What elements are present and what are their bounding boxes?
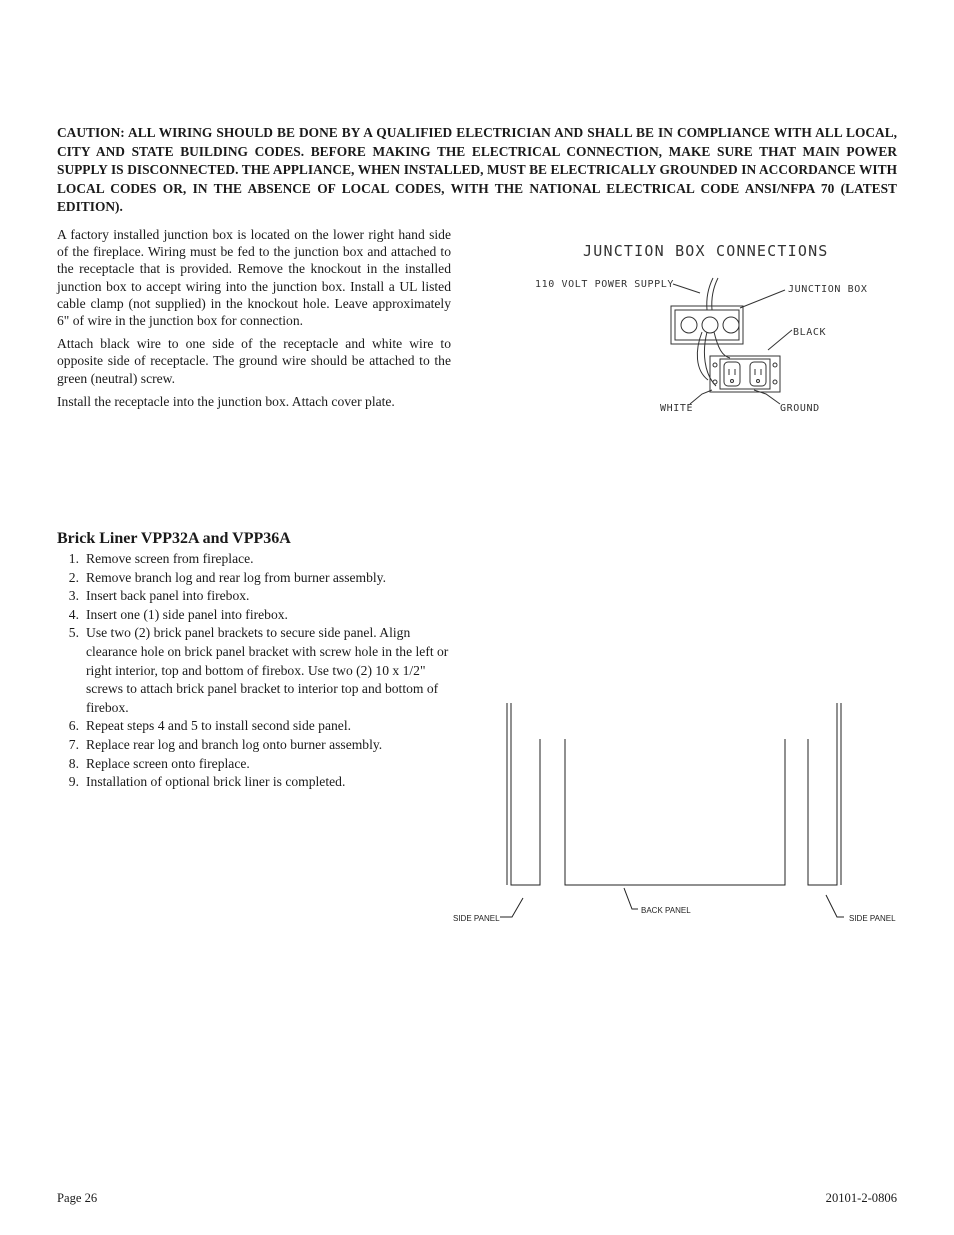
junction-diagram-title: JUNCTION BOX CONNECTIONS — [583, 242, 829, 260]
step-text: Repeat steps 4 and 5 to install second side panel. — [86, 718, 352, 734]
step-item — [57, 717, 457, 736]
junction-box-instructions — [57, 226, 451, 416]
step-item — [57, 624, 457, 717]
step-item — [57, 587, 457, 606]
step-item — [57, 606, 457, 625]
step-text: Installation of optional brick liner is completed. — [86, 774, 346, 790]
step-text: Use two (2) brick panel brackets to secure side panel. Align clearance hole on brick panel bracket with screw hole in the left or right interior, top and bottom of firebox. Use two (2) 10 x 1/2" screws to attach brick panel bracket to interior top and bottom of firebox. — [86, 625, 449, 715]
step-text: Remove branch log and rear log from burner assembly. — [86, 569, 386, 585]
step-text: Insert back panel into firebox. — [86, 588, 250, 604]
step-item — [57, 773, 457, 792]
intro-paragraph-1: A factory installed junction box is located on the lower right hand side of the fireplace. Wiring must be fed to the junction box and attached to the receptacle that is provided. Remove the knockout in the installed junction box to accept wiring into the junction box. Install a UL listed cable clamp (not supplied) in the knockout hole. Leave approximately 6" of wire in the junction box for connection. — [57, 227, 451, 329]
step-item — [57, 550, 457, 569]
label-junction-box: JUNCTION BOX — [788, 284, 868, 295]
step-text: Remove screen from fireplace. — [86, 551, 254, 566]
label-side-panel-right: SIDE PANEL — [849, 914, 896, 923]
brick-liner-title: Brick Liner VPP32A and VPP36A — [57, 530, 291, 547]
step-number: 1. — [68, 551, 79, 566]
step-number: 3. — [68, 588, 79, 604]
label-back-panel: BACK PANEL — [641, 906, 691, 915]
label-white: WHITE — [660, 403, 694, 414]
page-number: Page 26 — [57, 1191, 98, 1205]
intro-paragraph-3: Install the receptacle into the junction box. Attach cover plate. — [57, 393, 395, 409]
step-number: 6. — [68, 718, 79, 734]
caution-notice: CAUTION: ALL WIRING SHOULD BE DONE BY A QUALIFIED ELECTRICIAN AND SHALL BE IN COMPLIANCE WITH ALL LOCAL, CITY AND STATE BUILDING CODES. BEFORE MAKING THE ELECTRICAL CONNECTION, MAKE SURE THAT MAIN POWER SUPPLY IS DISCONNECTED. THE APPLIANCE, WHEN INSTALLED, MUST BE ELECTRICALLY GROUNDED IN ACCORDANCE WITH LOCAL CODES OR, IN THE ABSENCE OF LOCAL CODES, WITH THE NATIONAL ELECTRICAL CODE ANSI/NFPA 70 (LATEST EDITION). — [57, 125, 897, 215]
intro-paragraph-2: Attach black wire to one side of the receptacle and white wire to opposite side of receptacle. The ground wire should be attached to the green (neutral) screw. — [57, 336, 451, 386]
step-text: Replace rear log and branch log onto burner assembly. — [86, 736, 383, 752]
step-item — [57, 569, 457, 588]
step-number: 5. — [68, 625, 79, 641]
step-number: 9. — [68, 774, 79, 790]
step-number: 8. — [68, 755, 79, 771]
step-item — [57, 755, 457, 774]
brick-panel-diagram — [440, 695, 910, 935]
step-number: 2. — [68, 569, 79, 585]
label-side-panel-left: SIDE PANEL — [453, 914, 500, 923]
brick-liner-steps — [57, 550, 457, 792]
document-number: 20101-2-0806 — [825, 1191, 897, 1205]
step-item — [57, 736, 457, 755]
label-power-supply: 110 VOLT POWER SUPPLY — [535, 279, 675, 290]
step-text: Insert one (1) side panel into firebox. — [86, 606, 288, 622]
step-number: 4. — [68, 606, 79, 622]
label-black: BLACK — [793, 327, 827, 338]
label-ground: GROUND — [780, 403, 820, 414]
step-text: Replace screen onto fireplace. — [86, 755, 250, 771]
step-number: 7. — [68, 736, 79, 752]
junction-box-diagram — [530, 270, 890, 420]
